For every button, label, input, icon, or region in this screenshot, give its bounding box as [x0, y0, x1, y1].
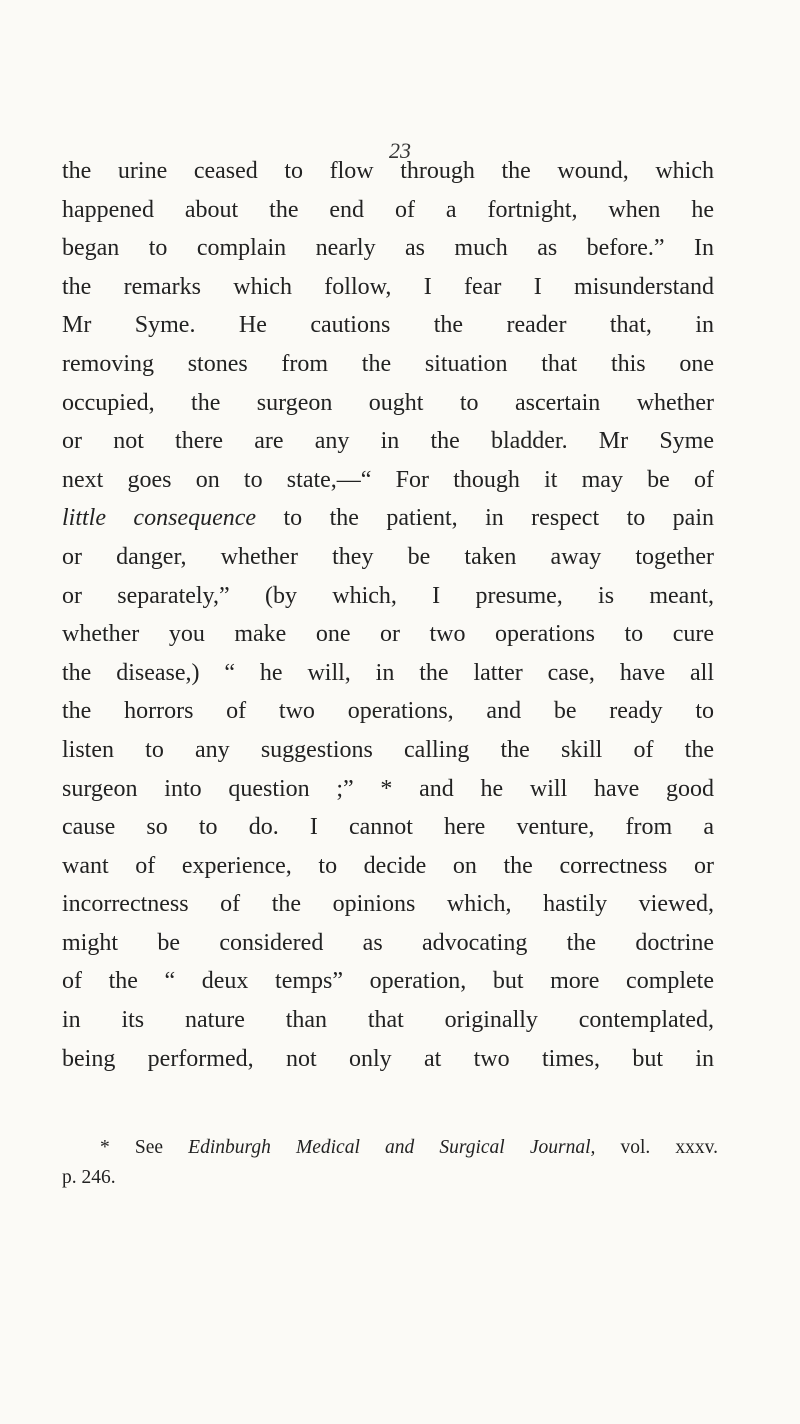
- text-line: or danger, whether they be taken away together: [62, 543, 714, 570]
- text-line: or not there are any in the bladder. Mr Syme: [62, 428, 714, 455]
- page-number: 23: [389, 138, 411, 163]
- text-line: happened about the end of a fortnight, when he: [62, 196, 714, 223]
- footnote-marker: * See: [100, 1137, 189, 1158]
- text-line: want of experience, to decide on the correctness or: [62, 852, 714, 879]
- text-line: the urine ceased to flow through the wound, which: [62, 158, 714, 184]
- text-line: Mr Syme. He cautions the reader that, in: [62, 312, 714, 339]
- italic-phrase: little consequence: [62, 505, 257, 532]
- footnote-page-ref: p. 246.: [62, 1167, 116, 1188]
- text-line: or separately,” (by which, I presume, is meant,: [62, 582, 714, 609]
- footnote-volume: vol. xxxv.: [595, 1137, 718, 1158]
- text-line: next goes on to state,—“ For though it may be of: [62, 466, 714, 493]
- text-line: surgeon into question ;” * and he will have good: [62, 775, 714, 802]
- text-line: occupied, the surgeon ought to ascertain whether: [62, 389, 714, 416]
- text-line: removing stones from the situation that this one: [62, 350, 714, 377]
- text-line: began to complain nearly as much as before.” In: [62, 235, 714, 262]
- body-text: [62, 152, 714, 1078]
- text-line: the disease,) “ he will, in the latter case, have all: [62, 659, 714, 686]
- line-rest: to the patient, in respect to pain: [256, 505, 714, 532]
- footnote-journal: Edinburgh Medical and Surgical Journal,: [188, 1137, 596, 1158]
- text-line: of the “ deux temps” operation, but more complete: [62, 968, 714, 995]
- text-line: whether you make one or two operations to cure: [62, 621, 714, 648]
- footnote-line: [62, 1133, 718, 1163]
- text-line: in its nature than that originally contemplated,: [62, 1007, 714, 1034]
- text-line: being performed, not only at two times, but in: [62, 1045, 714, 1072]
- text-line: might be considered as advocating the doctrine: [62, 929, 714, 956]
- footnote: [62, 1133, 718, 1193]
- text-line: the remarks which follow, I fear I misunderstand: [62, 273, 714, 300]
- text-line: cause so to do. I cannot here venture, from a: [62, 814, 714, 841]
- text-line: incorrectness of the opinions which, hastily viewed,: [62, 891, 714, 918]
- text-line: listen to any suggestions calling the skill of the: [62, 736, 714, 763]
- text-line-italic: [62, 499, 714, 538]
- text-line: the horrors of two operations, and be ready to: [62, 698, 714, 725]
